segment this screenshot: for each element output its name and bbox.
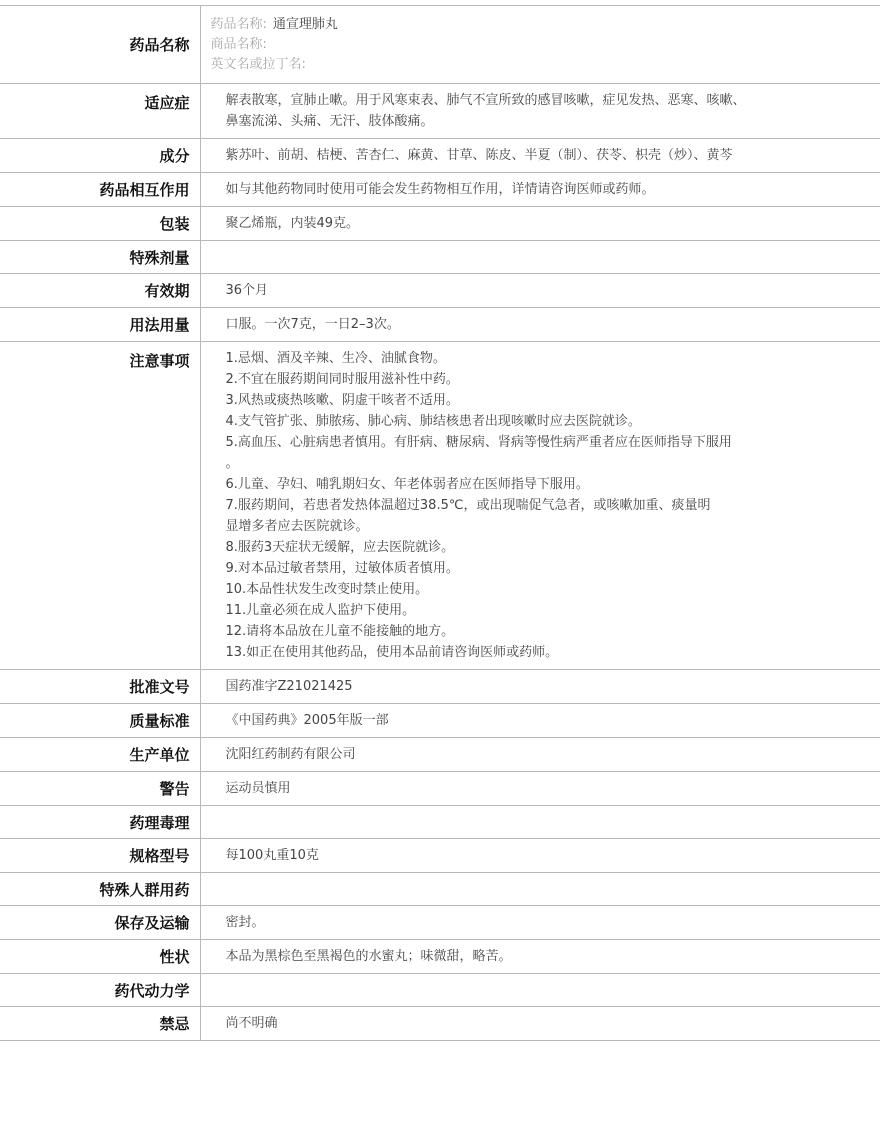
label-precautions: 注意事项 [0,342,200,670]
row-indications [0,84,880,139]
precaution-item: 2.不宜在服药期间同时服用滋补性中药。 [225,372,459,387]
value-standard: 《中国药典》2005年版一部 [200,704,880,738]
value-indications [200,84,880,139]
value-packaging: 聚乙烯瓶，内装49克。 [200,207,880,241]
field-key: 药品名称: [210,17,267,32]
value-special-dosage [200,241,880,274]
value-contraindications: 尚不明确 [200,1007,880,1041]
precaution-item: 11.儿童必须在成人监护下使用。 [225,603,416,618]
row-specification [0,839,880,873]
precaution-item: 1.忌烟、酒及辛辣、生冷、油腻食物。 [225,351,446,366]
drug-name-fields [200,6,880,84]
value-special-population [200,873,880,906]
precaution-item: 4.支气管扩张、肺脓疡、肺心病、肺结核患者出现咳嗽时应去医院就诊。 [225,414,641,429]
value-precautions [200,342,880,670]
label-special-dosage: 特殊剂量 [0,241,200,274]
row-special-dosage [0,241,880,274]
label-standard: 质量标准 [0,704,200,738]
value-interactions: 如与其他药物同时使用可能会发生药物相互作用，详情请咨询医师或药师。 [200,173,880,207]
row-drug-name [0,6,880,84]
field-key: 英文名或拉丁名: [210,57,306,72]
row-special-population [0,873,880,906]
label-pharmacokinetics: 药代动力学 [0,974,200,1007]
precaution-item: 12.请将本品放在儿童不能接触的地方。 [225,624,455,639]
row-contraindications [0,1007,880,1041]
value-storage: 密封。 [200,906,880,940]
row-appearance [0,940,880,974]
label-shelf-life: 有效期 [0,274,200,308]
row-warning [0,772,880,806]
drug-info-table [0,5,880,1041]
field-key: 商品名称: [210,37,267,52]
row-pharmacology [0,806,880,839]
value-warning: 运动员慎用 [200,772,880,806]
indications-line: 解表散寒，宣肺止嗽。用于风寒束表、肺气不宣所致的感冒咳嗽，症见发热、恶寒、咳嗽、 [225,93,746,108]
value-specification: 每100丸重10克 [200,839,880,873]
precaution-item: 6.儿童、孕妇、哺乳期妇女、年老体弱者应在医师指导下服用。 [225,477,589,492]
row-approval [0,670,880,704]
label-packaging: 包装 [0,207,200,241]
field-value: 通宣理肺丸 [272,17,338,32]
field-latin-name [211,55,869,75]
row-ingredients [0,139,880,173]
label-indications: 适应症 [0,84,200,139]
label-usage: 用法用量 [0,308,200,342]
precaution-item: 3.风热或痰热咳嗽、阴虚干咳者不适用。 [225,393,459,408]
label-special-population: 特殊人群用药 [0,873,200,906]
precaution-item: 8.服药3天症状无缓解，应去医院就诊。 [225,540,455,555]
value-ingredients: 紫苏叶、前胡、桔梗、苦杏仁、麻黄、甘草、陈皮、半夏（制）、茯苓、枳壳（炒）、黄芩 [200,139,880,173]
label-ingredients: 成分 [0,139,200,173]
label-storage: 保存及运输 [0,906,200,940]
precaution-item: 。 [225,456,239,471]
value-pharmacology [200,806,880,839]
precaution-item: 7.服药期间，若患者发热体温超过38.5℃，或出现喘促气急者，或咳嗽加重、痰量明 [225,498,711,513]
value-shelf-life: 36个月 [200,274,880,308]
precaution-item: 10.本品性状发生改变时禁止使用。 [225,582,429,597]
precaution-item: 13.如正在使用其他药品，使用本品前请咨询医师或药师。 [225,645,559,660]
value-pharmacokinetics [200,974,880,1007]
row-usage [0,308,880,342]
label-manufacturer: 生产单位 [0,738,200,772]
row-packaging [0,207,880,241]
precaution-item: 5.高血压、心脏病患者慎用。有肝病、糖尿病、肾病等慢性病严重者应在医师指导下服用 [225,435,732,450]
label-drug-name: 药品名称 [0,6,200,84]
row-interactions [0,173,880,207]
label-interactions: 药品相互作用 [0,173,200,207]
precaution-item: 9.对本品过敏者禁用，过敏体质者慎用。 [225,561,459,576]
value-approval: 国药准字Z21021425 [200,670,880,704]
value-manufacturer: 沈阳红药制药有限公司 [200,738,880,772]
label-contraindications: 禁忌 [0,1007,200,1041]
field-trade-name [211,35,869,55]
row-storage [0,906,880,940]
label-pharmacology: 药理毒理 [0,806,200,839]
label-appearance: 性状 [0,940,200,974]
value-appearance: 本品为黑棕色至黑褐色的水蜜丸；味微甜，略苦。 [200,940,880,974]
row-precautions [0,342,880,670]
value-usage: 口服。一次7克，一日2–3次。 [200,308,880,342]
row-pharmacokinetics [0,974,880,1007]
indications-line: 鼻塞流涕、头痛、无汗、肢体酸痛。 [225,114,434,129]
label-warning: 警告 [0,772,200,806]
row-manufacturer [0,738,880,772]
precaution-item: 显增多者应去医院就诊。 [225,519,369,534]
label-approval: 批准文号 [0,670,200,704]
row-standard [0,704,880,738]
field-generic-name [211,15,869,35]
label-specification: 规格型号 [0,839,200,873]
row-shelf-life [0,274,880,308]
